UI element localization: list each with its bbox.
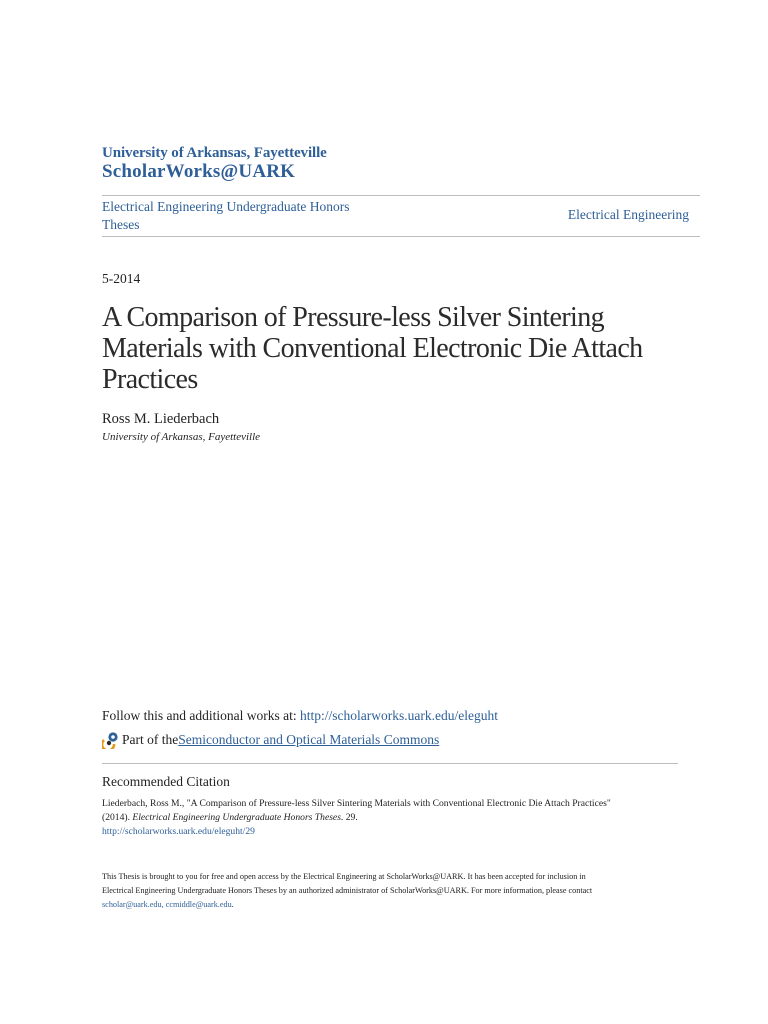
institution-link[interactable]: University of Arkansas, Fayetteville: [102, 145, 327, 161]
series-line-1: Electrical Engineering Undergraduate Honors: [102, 199, 350, 214]
citation-line-2: [102, 811, 672, 825]
commons-link[interactable]: Semiconductor and Optical Materials Commons: [178, 732, 440, 747]
publication-date: 5-2014: [102, 271, 141, 286]
repository-link[interactable]: ScholarWorks@UARK: [102, 161, 296, 182]
citation-number: . 29.: [340, 812, 358, 823]
divider-citation: [102, 763, 678, 764]
notice-line-2: Electrical Engineering Undergraduate Honors Theses by an authorized administrator of ScholarWorks@UARK. For more information, please contact: [102, 886, 593, 895]
citation-heading: Recommended Citation: [102, 774, 230, 789]
title-line-2: Materials with Conventional Electronic Die Attach: [102, 333, 643, 364]
citation-series: Electrical Engineering Undergraduate Honors Theses: [132, 812, 341, 823]
author-name: Ross M. Liederbach: [102, 411, 220, 427]
citation-line-1: Liederbach, Ross M., "A Comparison of Pressure-less Silver Sintering Materials with Conventional Electronic Die Attach Practices": [102, 798, 611, 809]
citation-year: (2014).: [102, 812, 133, 823]
part-of-line: [102, 731, 439, 749]
citation-block: [102, 797, 672, 839]
title-line-3: Practices: [102, 364, 198, 395]
divider-top: [102, 195, 700, 196]
author-affiliation: University of Arkansas, Fayetteville: [102, 431, 261, 443]
contact-email-link[interactable]: scholar@uark.edu, ccmiddle@uark.edu: [102, 900, 232, 909]
series-link[interactable]: [102, 198, 382, 234]
divider-bottom: [102, 236, 700, 237]
document-title: [102, 302, 712, 395]
follow-label: Follow this and additional works at:: [102, 708, 300, 723]
follow-url-link[interactable]: http://scholarworks.uark.edu/eleguht: [300, 708, 498, 723]
citation-url-link[interactable]: http://scholarworks.uark.edu/eleguht/29: [102, 826, 255, 837]
series-line-2: Theses: [102, 217, 140, 232]
notice-line-3: [102, 898, 682, 912]
notice-line-1: This Thesis is brought to you for free and open access by the Electrical Engineering at ScholarWorks@UARK. It has been accepted for inclusion in: [102, 872, 586, 881]
notice-period: .: [231, 900, 234, 909]
part-of-label: Part of the: [122, 732, 179, 747]
access-notice: [102, 870, 682, 912]
follow-line: [102, 708, 498, 724]
title-line-1: A Comparison of Pressure-less Silver Sintering: [102, 302, 605, 333]
creative-commons-icon: [102, 731, 120, 749]
department-link[interactable]: Electrical Engineering: [567, 207, 689, 222]
